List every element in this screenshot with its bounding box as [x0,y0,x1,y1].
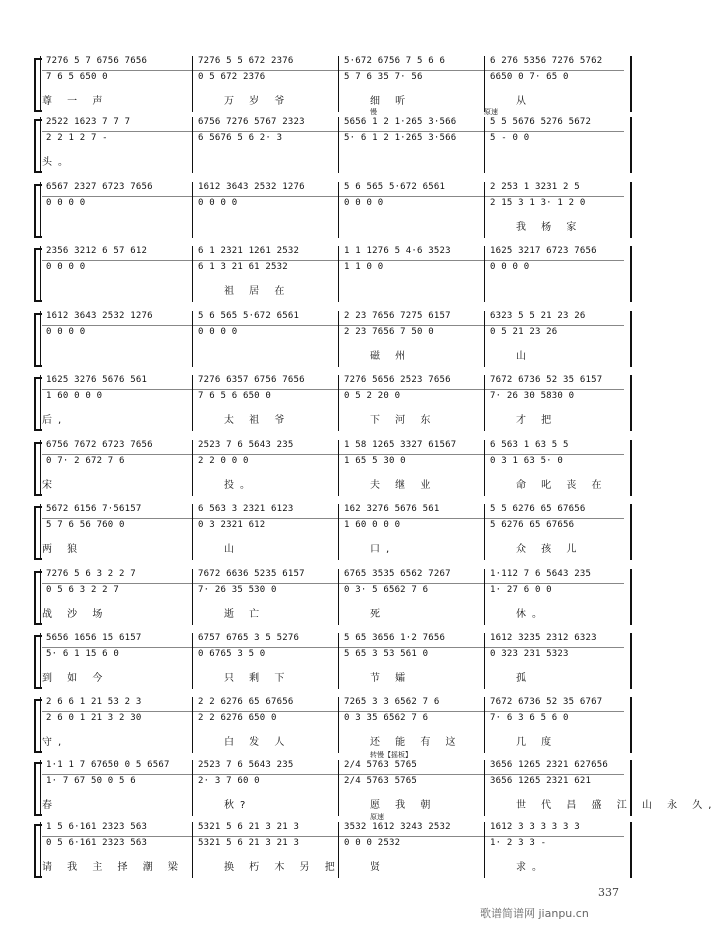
barline [338,246,339,302]
barline [40,311,41,367]
barline [40,633,41,689]
barline [40,117,41,173]
barline [192,182,193,238]
vocal-notes: 0 3 1 63 5· 0 [490,456,564,466]
barline [192,504,193,560]
end-barline [630,504,632,560]
vocal-notes: 0 3 35 6562 7 6 [344,713,429,723]
lyric-text: 换 朽 木 另 把 [224,862,341,873]
vocal-notes: 6 5676 5 6 2· 3 [198,133,283,143]
barline [40,697,41,753]
vocal-notes: 2 2 6276 650 0 [198,713,277,723]
lyric-text: 头。 [42,157,74,168]
accompaniment-notes: 1612 3235 2312 6323 [490,633,597,643]
vocal-notes: 0 0 0 0 [198,327,238,337]
end-barline [630,440,632,496]
vocal-notes: 0 5 672 2376 [198,72,266,82]
lyric-text: 只 剩 下 [224,673,291,684]
lyric-text: 山 [224,544,240,555]
vocal-notes: 7· 26 30 5830 0 [490,391,575,401]
vocal-notes: 7· 26 35 530 0 [198,585,277,595]
barline [484,697,485,753]
accompaniment-notes: 2522 1623 7 7 7 [46,117,131,127]
vocal-notes: 7 6 5 650 0 [46,72,108,82]
barline [40,440,41,496]
accompaniment-notes: 6 563 1 63 5 5 [490,440,569,450]
lyric-text: 我 杨 家 [516,222,583,233]
staff-divider [42,196,624,197]
accompaniment-notes: 7672 6736 52 35 6767 [490,697,603,707]
barline [40,246,41,302]
lyric-text: 口, [370,544,396,555]
barline [40,760,41,816]
vocal-notes: 1 1 0 0 [344,262,384,272]
vocal-notes: 5· 6 1 15 6 0 [46,649,120,659]
barline [484,375,485,431]
staff-divider [42,647,624,648]
lyric-text: 万 岁 爷 [224,96,291,107]
vocal-notes: 6 1 3 21 61 2532 [198,262,288,272]
accompaniment-notes: 5 6 565 5·672 6561 [198,311,300,321]
barline [192,56,193,112]
lyric-text: 死 [370,609,386,620]
vocal-notes: 2 6 0 1 21 3 2 30 [46,713,142,723]
vocal-notes: 1 65 5 30 0 [344,456,406,466]
vocal-notes: 6650 0 7· 65 0 [490,72,569,82]
barline [484,182,485,238]
lyric-text: 到 如 今 [42,673,109,684]
barline [40,504,41,560]
barline [40,822,41,878]
vocal-notes: 0 0 0 0 [344,198,384,208]
accompaniment-notes: 7265 3 3 6562 7 6 [344,697,440,707]
vocal-notes: 2 23 7656 7 50 0 [344,327,434,337]
lyric-text: 投。 [224,480,256,491]
accompaniment-notes: 7672 6636 5235 6157 [198,569,305,579]
end-barline [630,822,632,878]
tempo-marking: 原速 [484,108,498,116]
tempo-marking: 原速 [370,813,384,821]
vocal-notes: 0 0 0 0 [490,262,530,272]
lyric-text: 细 听 [370,96,412,107]
barline [338,375,339,431]
barline [192,697,193,753]
accompaniment-notes: 7276 5656 2523 7656 [344,375,451,385]
barline [484,56,485,112]
vocal-notes: 0 323 231 5323 [490,649,569,659]
accompaniment-notes: 5321 5 6 21 3 21 3 [198,822,300,832]
accompaniment-notes: 2 23 7656 7275 6157 [344,311,451,321]
barline [338,569,339,625]
vocal-notes: 0 5 2 20 0 [344,391,401,401]
end-barline [630,117,632,173]
accompaniment-notes: 1·1 1 7 67650 0 5 6567 [46,760,170,770]
barline [338,760,339,816]
lyric-text: 休。 [516,609,548,620]
vocal-notes: 0 5 21 23 26 [490,327,558,337]
end-barline [630,246,632,302]
lyric-text: 命 叱 丧 在 [516,480,608,491]
vocal-notes: 2/4 5763 5765 [344,776,418,786]
barline [338,56,339,112]
accompaniment-notes: 2356 3212 6 57 612 [46,246,148,256]
vocal-notes: 1· 27 6 0 0 [490,585,552,595]
vocal-notes: 0 5 6 3 2 2 7 [46,585,120,595]
accompaniment-notes: 5 65 3656 1·2 7656 [344,633,446,643]
accompaniment-notes: 1625 3217 6723 7656 [490,246,597,256]
vocal-notes: 0 5 6·161 2323 563 [46,838,148,848]
lyric-text: 守, [42,737,68,748]
staff-divider [42,518,624,519]
page-number: 337 [598,886,619,899]
barline [192,117,193,173]
accompaniment-notes: 2523 7 6 5643 235 [198,760,294,770]
accompaniment-notes: 2 6 6 1 21 53 2 3 [46,697,142,707]
accompaniment-notes: 3656 1265 2321 627656 [490,760,608,770]
barline [484,633,485,689]
vocal-notes: 5 6276 65 67656 [490,520,575,530]
lyric-text: 两 狼 [42,544,84,555]
barline [484,569,485,625]
score-system [34,182,624,242]
vocal-notes: 0 0 0 2532 [344,838,401,848]
accompaniment-notes: 2 2 6276 65 67656 [198,697,294,707]
vocal-notes: 7 6 5 6 650 0 [198,391,272,401]
lyric-text: 祖 居 在 [224,286,291,297]
staff-divider [42,70,624,71]
lyric-text: 后, [42,415,68,426]
lyric-text: 世 代 昌 盛 江 山 永 久, [516,800,717,811]
accompaniment-notes: 5 6 565 5·672 6561 [344,182,446,192]
vocal-notes: 5 7 6 35 7· 56 [344,72,423,82]
vocal-notes: 1· 2 3 3 - [490,838,547,848]
barline [338,117,339,173]
lyric-text: 宋 [42,480,58,491]
lyric-text: 逝 亡 [224,609,266,620]
vocal-notes: 3656 1265 2321 621 [490,776,592,786]
staff-divider [42,131,624,132]
accompaniment-notes: 1 5 6·161 2323 563 [46,822,148,832]
accompaniment-notes: 6756 7672 6723 7656 [46,440,153,450]
end-barline [630,569,632,625]
lyric-text: 太 祖 爷 [224,415,291,426]
accompaniment-notes: 7276 6357 6756 7656 [198,375,305,385]
accompaniment-notes: 7276 5 6 3 2 2 7 [46,569,136,579]
vocal-notes: 0 0 0 0 [46,327,86,337]
end-barline [630,311,632,367]
lyric-text: 战 沙 场 [42,609,109,620]
lyric-text: 秋? [224,800,252,811]
vocal-notes: 1 60 0 0 0 [344,520,401,530]
lyric-text: 山 [516,351,532,362]
accompaniment-notes: 2/4 5763 5765 [344,760,418,770]
end-barline [630,760,632,816]
accompaniment-notes: 5 5 5676 5276 5672 [490,117,592,127]
score-system [34,697,624,757]
accompaniment-notes: 2523 7 6 5643 235 [198,440,294,450]
vocal-notes: 0 3 2321 612 [198,520,266,530]
vocal-notes: 5 7 6 56 760 0 [46,520,125,530]
lyric-text: 贤 [370,862,386,873]
barline [484,504,485,560]
end-barline [630,182,632,238]
vocal-notes: 7· 6 3 6 5 6 0 [490,713,569,723]
vocal-notes: 2· 3 7 60 0 [198,776,260,786]
vocal-notes: 0 7· 2 672 7 6 [46,456,125,466]
accompaniment-notes: 1612 3 3 3 3 3 3 [490,822,580,832]
accompaniment-notes: 5656 1 2 1·265 3·566 [344,117,457,127]
vocal-notes: 5 65 3 53 561 0 [344,649,429,659]
accompaniment-notes: 6765 3535 6562 7267 [344,569,451,579]
barline [338,182,339,238]
staff-divider [42,711,624,712]
accompaniment-notes: 2 253 1 3231 2 5 [490,182,580,192]
lyric-text: 从 [516,96,532,107]
accompaniment-notes: 5672 6156 7·56157 [46,504,142,514]
vocal-notes: 5 - 0 0 [490,133,530,143]
accompaniment-notes: 1 1 1276 5 4·6 3523 [344,246,451,256]
accompaniment-notes: 5·672 6756 7 5 6 6 [344,56,446,66]
end-barline [630,633,632,689]
barline [484,822,485,878]
accompaniment-notes: 6757 6765 3 5 5276 [198,633,300,643]
staff-divider [42,774,624,775]
barline [192,760,193,816]
barline [40,569,41,625]
barline [192,440,193,496]
lyric-text: 春 [42,800,58,811]
end-barline [630,56,632,112]
lyric-text: 求。 [516,862,548,873]
vocal-notes: 1· 7 67 50 0 5 6 [46,776,136,786]
barline [192,246,193,302]
barline [484,311,485,367]
lyric-text: 磁 州 [370,351,412,362]
score-system [34,246,624,306]
barline [192,375,193,431]
vocal-notes: 0 0 0 0 [198,198,238,208]
score-system [34,633,624,693]
score-system [34,375,624,435]
barline [338,633,339,689]
accompaniment-notes: 7672 6736 52 35 6157 [490,375,603,385]
barline [484,117,485,173]
accompaniment-notes: 6323 5 5 21 23 26 [490,311,586,321]
watermark: 歌谱简谱网 jianpu.cn [480,907,589,920]
accompaniment-notes: 6567 2327 6723 7656 [46,182,153,192]
staff-divider [42,836,624,837]
barline [484,246,485,302]
lyric-text: 众 孩 儿 [516,544,583,555]
barline [40,182,41,238]
staff-divider [42,389,624,390]
lyric-text: 尊 一 声 [42,96,109,107]
accompaniment-notes: 1612 3643 2532 1276 [198,182,305,192]
end-barline [630,697,632,753]
accompaniment-notes: 5 5 6276 65 67656 [490,504,586,514]
accompaniment-notes: 6 1 2321 1261 2532 [198,246,300,256]
lyric-text: 孤 [516,673,532,684]
accompaniment-notes: 7276 5 5 672 2376 [198,56,294,66]
vocal-notes: 5· 6 1 2 1·265 3·566 [344,133,457,143]
score-system [34,108,624,177]
staff-divider [42,325,624,326]
lyric-text: 白 发 人 [224,737,291,748]
vocal-notes: 2 2 0 0 0 [198,456,249,466]
staff-divider [42,454,624,455]
barline [192,311,193,367]
barline [484,440,485,496]
barline [40,375,41,431]
tempo-marking: 慢 [370,108,377,116]
staff-divider [42,583,624,584]
vocal-notes: 2 15 3 1 3· 1 2 0 [490,198,586,208]
barline [338,697,339,753]
lyric-text: 节 孀 [370,673,412,684]
vocal-notes: 2 2 1 2 7 - [46,133,108,143]
lyric-text: 愿 我 朝 [370,800,437,811]
lyric-text: 才 把 [516,415,558,426]
vocal-notes: 1 60 0 0 0 [46,391,103,401]
lyric-text: 几 度 [516,737,558,748]
accompaniment-notes: 1612 3643 2532 1276 [46,311,153,321]
accompaniment-notes: 6 276 5356 7276 5762 [490,56,603,66]
barline [192,569,193,625]
accompaniment-notes: 5656 1656 15 6157 [46,633,142,643]
tempo-marking: 转慢【摇板】 [370,751,412,759]
accompaniment-notes: 1625 3276 5676 561 [46,375,148,385]
accompaniment-notes: 1·112 7 6 5643 235 [490,569,592,579]
barline [338,822,339,878]
end-barline [630,375,632,431]
score-system [34,440,624,500]
score-system [34,504,624,564]
staff-divider [42,260,624,261]
barline [40,56,41,112]
lyric-text: 夫 继 业 [370,480,437,491]
score-system [34,56,624,116]
vocal-notes: 5321 5 6 21 3 21 3 [198,838,300,848]
score-system [34,311,624,371]
accompaniment-notes: 7276 5 7 6756 7656 [46,56,148,66]
accompaniment-notes: 162 3276 5676 561 [344,504,440,514]
lyric-text: 请 我 主 择 潮 梁 [42,862,184,873]
barline [338,440,339,496]
accompaniment-notes: 6 563 3 2321 6123 [198,504,294,514]
vocal-notes: 0 3· 5 6562 7 6 [344,585,429,595]
lyric-text: 还 能 有 这 [370,737,462,748]
lyric-text: 下 河 东 [370,415,437,426]
score-system [34,751,717,820]
accompaniment-notes: 1 58 1265 3327 61567 [344,440,457,450]
vocal-notes: 0 0 0 0 [46,262,86,272]
accompaniment-notes: 6756 7276 5767 2323 [198,117,305,127]
barline [484,760,485,816]
vocal-notes: 0 0 0 0 [46,198,86,208]
score-system [34,813,624,882]
accompaniment-notes: 3532 1612 3243 2532 [344,822,451,832]
barline [338,311,339,367]
barline [192,633,193,689]
barline [192,822,193,878]
score-system [34,569,624,629]
vocal-notes: 0 6765 3 5 0 [198,649,266,659]
barline [338,504,339,560]
